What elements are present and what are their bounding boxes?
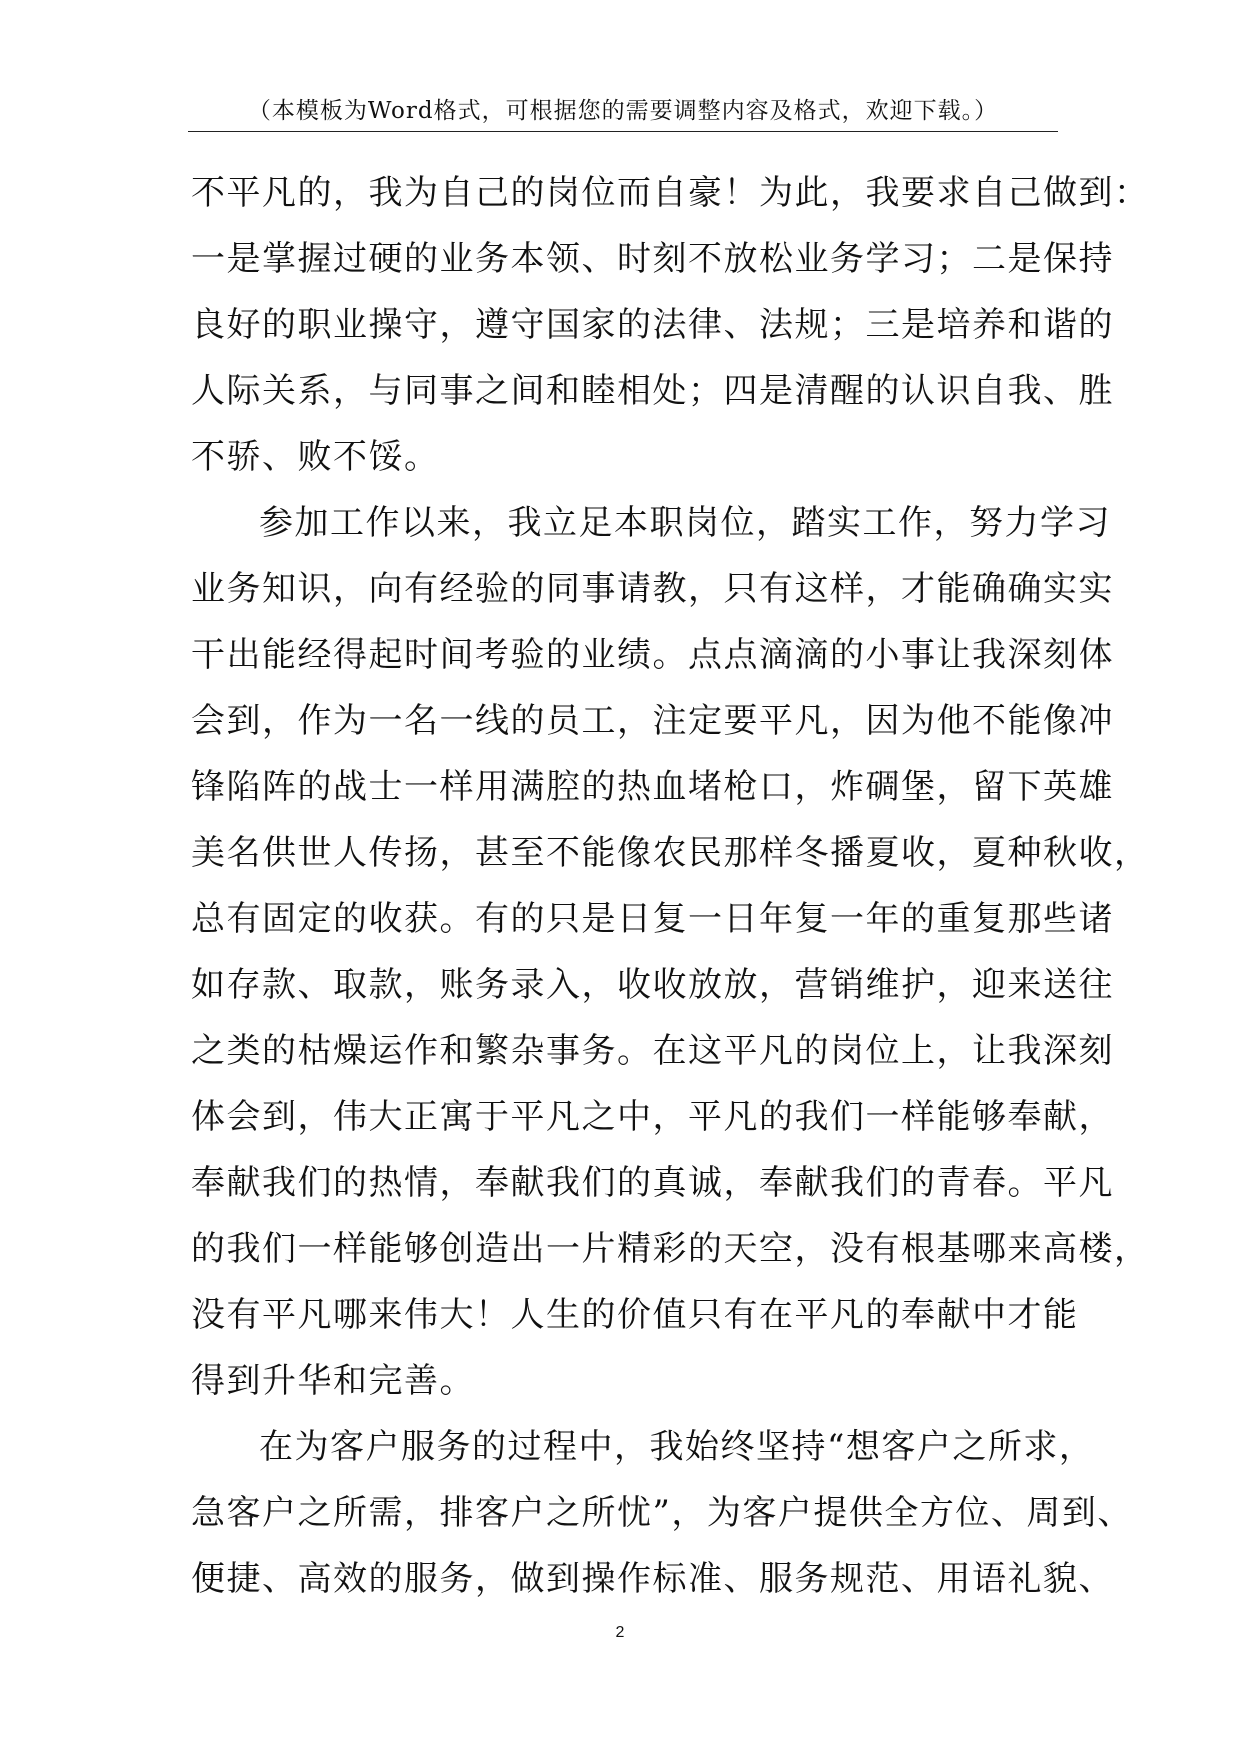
text-line: 一是掌握过硬的业务本领、时刻不放松业务学习；二是保持 bbox=[191, 239, 1114, 279]
page-header: （本模板为Word格式，可根据您的需要调整内容及格式，欢迎下载。） bbox=[247, 98, 999, 124]
text-line: 体会到，伟大正寓于平凡之中，平凡的我们一样能够奉献， bbox=[191, 1097, 1114, 1137]
text-line: 得到升华和完善。 bbox=[191, 1361, 475, 1401]
text-line: 总有固定的收获。有的只是日复一日年复一年的重复那些诸 bbox=[191, 899, 1114, 939]
text-line: 如存款、取款，账务录入，收收放放，营销维护，迎来送往 bbox=[191, 965, 1114, 1005]
text-line: 业务知识，向有经验的同事请教，只有这样，才能确确实实 bbox=[191, 569, 1114, 609]
text-line: 不骄、败不馁。 bbox=[191, 437, 440, 477]
text-line: 人际关系，与同事之间和睦相处；四是清醒的认识自我、胜 bbox=[191, 371, 1114, 411]
text-line: 急客户之所需，排客户之所忧”，为客户提供全方位、周到、 bbox=[191, 1493, 1133, 1533]
text-line: 的我们一样能够创造出一片精彩的天空，没有根基哪来高楼， bbox=[191, 1229, 1150, 1269]
paragraph-first-line: 在为客户服务的过程中，我始终坚持“想客户之所求， bbox=[259, 1427, 1095, 1467]
text-line: 锋陷阵的战士一样用满腔的热血堵枪口，炸碉堡，留下英雄 bbox=[191, 767, 1114, 807]
text-line: 便捷、高效的服务，做到操作标准、服务规范、用语礼貌、 bbox=[191, 1559, 1114, 1599]
text-line: 奉献我们的热情，奉献我们的真诚，奉献我们的青春。平凡 bbox=[191, 1163, 1114, 1203]
text-line: 良好的职业操守，遵守国家的法律、法规；三是培养和谐的 bbox=[191, 305, 1114, 345]
page-number: 2 bbox=[615, 1624, 625, 1641]
document-body bbox=[191, 160, 1150, 1612]
text-line: 美名供世人传扬，甚至不能像农民那样冬播夏收，夏种秋收， bbox=[191, 833, 1150, 873]
text-line: 之类的枯燥运作和繁杂事务。在这平凡的岗位上，让我深刻 bbox=[191, 1031, 1114, 1071]
text-line: 不平凡的，我为自己的岗位而自豪！为此，我要求自己做到： bbox=[191, 173, 1150, 213]
paragraph-first-line: 参加工作以来，我立足本职岗位，踏实工作，努力学习 bbox=[259, 503, 1111, 543]
header-divider bbox=[188, 131, 1058, 132]
text-line: 干出能经得起时间考验的业绩。点点滴滴的小事让我深刻体 bbox=[191, 635, 1114, 675]
text-line: 会到，作为一名一线的员工，注定要平凡，因为他不能像冲 bbox=[191, 701, 1114, 741]
text-line: 没有平凡哪来伟大！人生的价值只有在平凡的奉献中才能 bbox=[191, 1295, 1079, 1335]
